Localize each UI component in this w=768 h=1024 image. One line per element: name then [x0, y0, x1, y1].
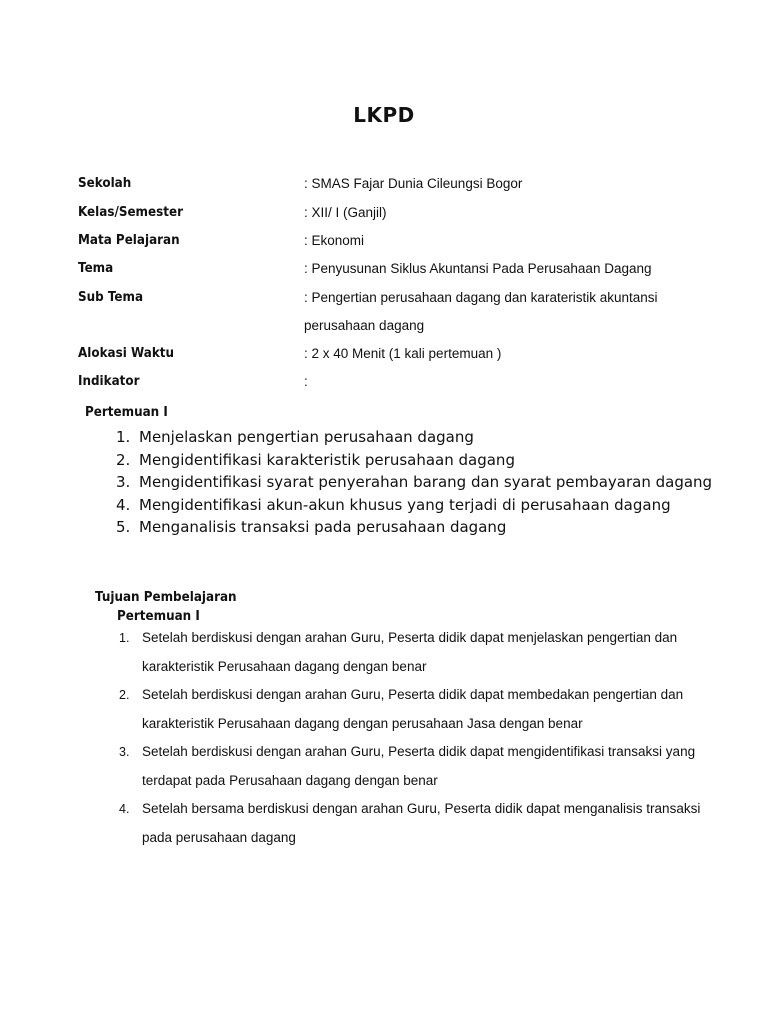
meta-label: Tema — [78, 261, 114, 276]
meta-row-kelas — [78, 205, 718, 227]
meta-row-tema — [78, 261, 718, 283]
list-number: 3. — [116, 473, 131, 491]
list-number: 1. — [119, 631, 130, 645]
meta-row-sekolah — [78, 176, 718, 198]
meta-label: Sekolah — [78, 176, 132, 191]
list-text: Setelah berdiskusi dengan arahan Guru, Peserta didik dapat membedakan pengertian dan karakteristik Perusahaan dagang dengan perusahaan Jasa dengan benar — [142, 687, 684, 731]
list-number: 5. — [116, 518, 131, 536]
list-item — [116, 474, 716, 491]
meta-label: Mata Pelajaran — [78, 233, 180, 248]
list-text: Mengidentifikasi akun-akun khusus yang terjadi di perusahaan dagang — [139, 495, 671, 514]
objectives-heading: Tujuan Pembelajaran — [95, 590, 237, 605]
meta-label: Sub Tema — [78, 290, 144, 305]
meta-value-continuation: perusahaan dagang — [304, 318, 425, 333]
meta-row-mata-pelajaran — [78, 233, 718, 255]
list-number: 1. — [116, 428, 131, 446]
list-item — [116, 452, 716, 469]
list-number: 2. — [119, 688, 130, 702]
list-text: Setelah bersama berdiskusi dengan arahan Guru, Peserta didik dapat menganalisis transaksi pada perusahaan dagang — [142, 801, 701, 845]
meta-value: : Ekonomi — [304, 233, 365, 248]
page-title: LKPD — [353, 103, 415, 127]
objectives-subheading: Pertemuan I — [117, 609, 200, 624]
list-text: Mengidentifikasi karakteristik perusahaan dagang — [139, 450, 515, 469]
meta-label: Alokasi Waktu — [78, 346, 175, 361]
list-number: 4. — [116, 495, 131, 514]
meta-label: Indikator — [78, 374, 140, 389]
meta-value: : SMAS Fajar Dunia Cileungsi Bogor — [304, 176, 523, 191]
list-item — [116, 429, 716, 446]
indicator-list — [116, 429, 716, 542]
meta-value: : XII/ I (Ganjil) — [304, 205, 387, 220]
meta-value: : Penyusunan Siklus Akuntansi Pada Perusahaan Dagang — [304, 261, 652, 276]
list-number: 2. — [116, 450, 131, 469]
list-text: Mengidentifikasi syarat penyerahan barang dan syarat pembayaran dagang — [139, 473, 713, 491]
list-number: 4. — [119, 802, 130, 816]
meta-row-indikator — [78, 374, 718, 396]
objective-list — [119, 624, 709, 852]
list-text: Menganalisis transaksi pada perusahaan dagang — [139, 518, 507, 536]
meta-label: Kelas/Semester — [78, 205, 183, 220]
meta-row-alokasi-waktu — [78, 346, 718, 368]
list-item — [119, 624, 709, 681]
list-text: Menjelaskan pengertian perusahaan dagang — [139, 428, 474, 446]
meta-row-sub-tema — [78, 290, 718, 312]
list-item — [119, 738, 709, 795]
meta-value: : Pengertian perusahaan dagang dan karateristik akuntansi — [304, 290, 658, 305]
list-item — [119, 795, 709, 852]
meta-value: : — [304, 374, 308, 389]
meta-value: : 2 x 40 Menit (1 kali pertemuan ) — [304, 346, 502, 361]
list-item — [116, 519, 716, 536]
list-text: Setelah berdiskusi dengan arahan Guru, Peserta didik dapat mengidentifikasi transaksi yang terdapat pada Perusahaan dagang dengan benar — [142, 744, 696, 788]
meta-row-sub-tema-cont — [0, 318, 768, 340]
list-item — [116, 497, 716, 514]
indicators-heading: Pertemuan I — [85, 405, 168, 420]
list-item — [119, 681, 709, 738]
list-text: Setelah berdiskusi dengan arahan Guru, Peserta didik dapat menjelaskan pengertian dan karakteristik Perusahaan dagang dengan benar — [142, 630, 678, 674]
list-number: 3. — [119, 745, 130, 759]
